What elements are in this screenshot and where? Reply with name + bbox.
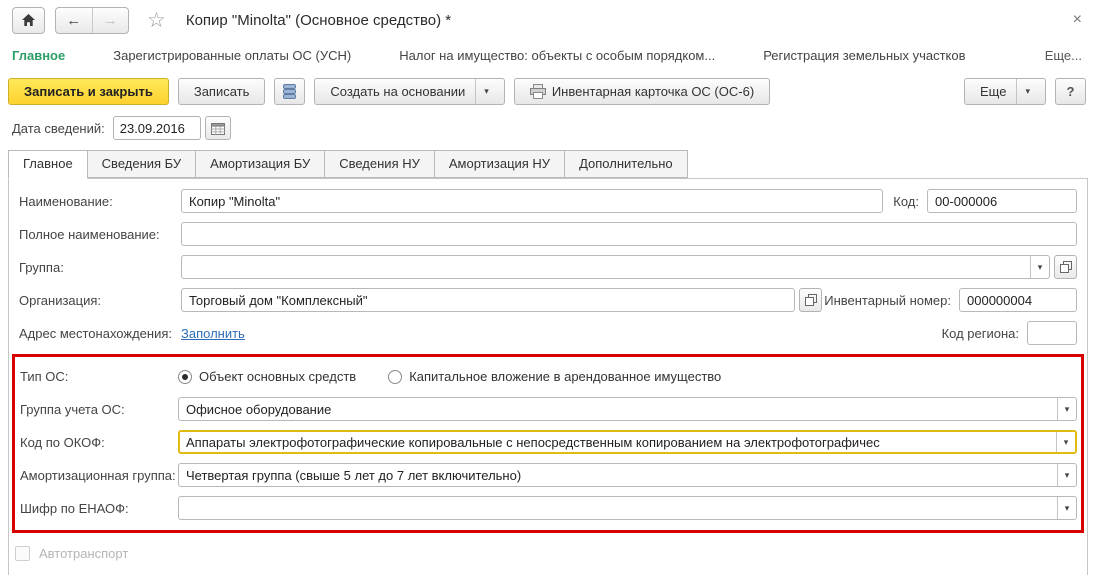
account-group-row — [20, 397, 1077, 421]
chevron-down-icon: ▾ — [475, 79, 489, 104]
address-fill-link[interactable]: Заполнить — [181, 325, 245, 341]
okof-code-combo — [178, 430, 1077, 454]
organization-row — [19, 288, 1077, 312]
calendar-icon — [211, 122, 225, 135]
nav-item-land-registration[interactable]: Регистрация земельных участков — [763, 47, 966, 63]
enaof-code-combo — [178, 496, 1077, 520]
account-group-combo — [178, 397, 1077, 421]
group-row — [19, 255, 1077, 279]
depreciation-group-row — [20, 463, 1077, 487]
organization-label: Организация: — [19, 292, 102, 308]
depreciation-group-input[interactable] — [178, 463, 1077, 487]
printer-icon — [530, 84, 546, 99]
open-in-window-icon — [1060, 261, 1072, 273]
tab-amortizaciya-bu[interactable]: Амортизация БУ — [195, 150, 325, 178]
command-bar — [0, 70, 1096, 112]
inventory-number-label: Инвентарный номер: — [824, 292, 951, 308]
depreciation-group-combo — [178, 463, 1077, 487]
group-label: Группа: — [19, 259, 64, 275]
name-input[interactable] — [181, 189, 883, 213]
enaof-code-input[interactable] — [178, 496, 1077, 520]
section-nav — [0, 40, 1096, 70]
os-type-option1-label: Объект основных средств — [199, 369, 357, 384]
radio-unselected-icon[interactable] — [388, 370, 402, 384]
radio-selected-icon[interactable] — [178, 370, 192, 384]
tab-svedeniya-nu[interactable]: Сведения НУ — [324, 150, 435, 178]
save-and-close-button[interactable]: Записать и закрыть — [8, 78, 169, 105]
create-based-on-label: Создать на основании — [330, 83, 466, 99]
os-type-row — [20, 364, 1077, 389]
full-name-label: Полное наименование: — [19, 226, 160, 242]
forward-arrow-icon: → — [102, 11, 118, 29]
okof-code-input[interactable] — [178, 430, 1077, 454]
open-in-window-icon — [805, 294, 817, 306]
inventory-number-input[interactable] — [959, 288, 1077, 312]
os-type-option2-label: Капитальное вложение в арендованное имущество — [409, 369, 722, 384]
show-postings-button[interactable] — [274, 78, 305, 105]
date-info-field — [113, 116, 231, 140]
okof-code-row — [20, 430, 1077, 454]
tab-glavnoe[interactable]: Главное — [8, 150, 88, 179]
organization-input[interactable] — [181, 288, 795, 312]
home-button[interactable] — [12, 7, 45, 34]
group-dropdown-button[interactable]: ▾ — [1030, 256, 1049, 278]
full-name-input[interactable] — [181, 222, 1077, 246]
enaof-code-label: Шифр по ЕНАОФ: — [20, 500, 129, 516]
tab-svedeniya-bu[interactable]: Сведения БУ — [87, 150, 197, 178]
history-nav-group — [55, 7, 129, 34]
date-info-input[interactable] — [113, 116, 201, 140]
depreciation-group-dropdown-button[interactable]: ▾ — [1057, 464, 1076, 486]
organization-open-button[interactable] — [799, 288, 822, 312]
enaof-code-row — [20, 496, 1077, 520]
home-icon — [21, 13, 36, 27]
account-group-dropdown-button[interactable]: ▾ — [1057, 398, 1076, 420]
group-combo — [181, 255, 1050, 279]
forward-button[interactable] — [92, 8, 129, 33]
group-input[interactable] — [181, 255, 1050, 279]
create-based-on-button[interactable] — [314, 78, 504, 105]
name-row — [19, 189, 1077, 213]
back-arrow-icon: ← — [66, 11, 82, 29]
auto-transport-row — [15, 546, 1077, 561]
page-title: Копир "Minolta" (Основное средство) * — [185, 11, 452, 29]
date-info-label: Дата сведений: — [12, 120, 105, 136]
title-bar — [0, 0, 1096, 40]
tab-page-glavnoe — [8, 178, 1088, 575]
full-name-row — [19, 222, 1077, 246]
region-code-input[interactable] — [1027, 321, 1077, 345]
nav-item-registered-payments[interactable]: Зарегистрированные оплаты ОС (УСН) — [113, 47, 352, 63]
favorite-star-icon[interactable]: ☆ — [147, 8, 166, 32]
okof-code-label: Код по ОКОФ: — [20, 434, 105, 450]
os-type-radio-object[interactable] — [178, 369, 356, 384]
date-info-row — [0, 112, 1096, 144]
account-group-input[interactable] — [178, 397, 1077, 421]
save-button[interactable]: Записать — [178, 78, 266, 105]
tab-amortizaciya-nu[interactable]: Амортизация НУ — [434, 150, 565, 178]
group-open-button[interactable] — [1054, 255, 1077, 279]
calendar-button[interactable] — [205, 116, 231, 140]
account-group-label: Группа учета ОС: — [20, 401, 125, 417]
address-row — [19, 321, 1077, 345]
highlighted-section — [12, 354, 1084, 533]
address-label: Адрес местонахождения: — [19, 325, 172, 341]
nav-item-glavnoe[interactable]: Главное — [12, 47, 66, 63]
tab-dopolnitelno[interactable]: Дополнительно — [564, 150, 688, 178]
code-label: Код: — [893, 193, 919, 209]
region-code-label: Код региона: — [941, 325, 1019, 341]
os-type-label: Тип ОС: — [20, 369, 69, 384]
more-label: Еще — [980, 83, 1007, 99]
form-tabs — [0, 150, 1096, 178]
help-button[interactable]: ? — [1055, 78, 1086, 105]
inventory-card-button[interactable] — [514, 78, 770, 105]
auto-transport-label: Автотранспорт — [39, 546, 129, 561]
back-button[interactable] — [56, 8, 92, 33]
nav-item-property-tax[interactable]: Налог на имущество: объекты с особым порядком... — [399, 47, 716, 63]
nav-item-more[interactable]: Еще... — [1044, 47, 1082, 63]
name-label: Наименование: — [19, 193, 113, 209]
register-records-icon — [283, 83, 296, 100]
okof-code-dropdown-button[interactable]: ▾ — [1056, 432, 1075, 452]
close-icon[interactable]: × — [1072, 11, 1082, 28]
depreciation-group-label: Амортизационная группа: — [20, 467, 176, 483]
chevron-down-icon: ▾ — [1016, 79, 1030, 104]
code-input[interactable] — [927, 189, 1077, 213]
enaof-code-dropdown-button[interactable]: ▾ — [1057, 497, 1076, 519]
inventory-card-label: Инвентарная карточка ОС (ОС-6) — [551, 83, 755, 99]
auto-transport-checkbox[interactable] — [15, 546, 30, 561]
os-type-radio-capital[interactable] — [388, 369, 721, 384]
more-button[interactable] — [964, 78, 1046, 105]
